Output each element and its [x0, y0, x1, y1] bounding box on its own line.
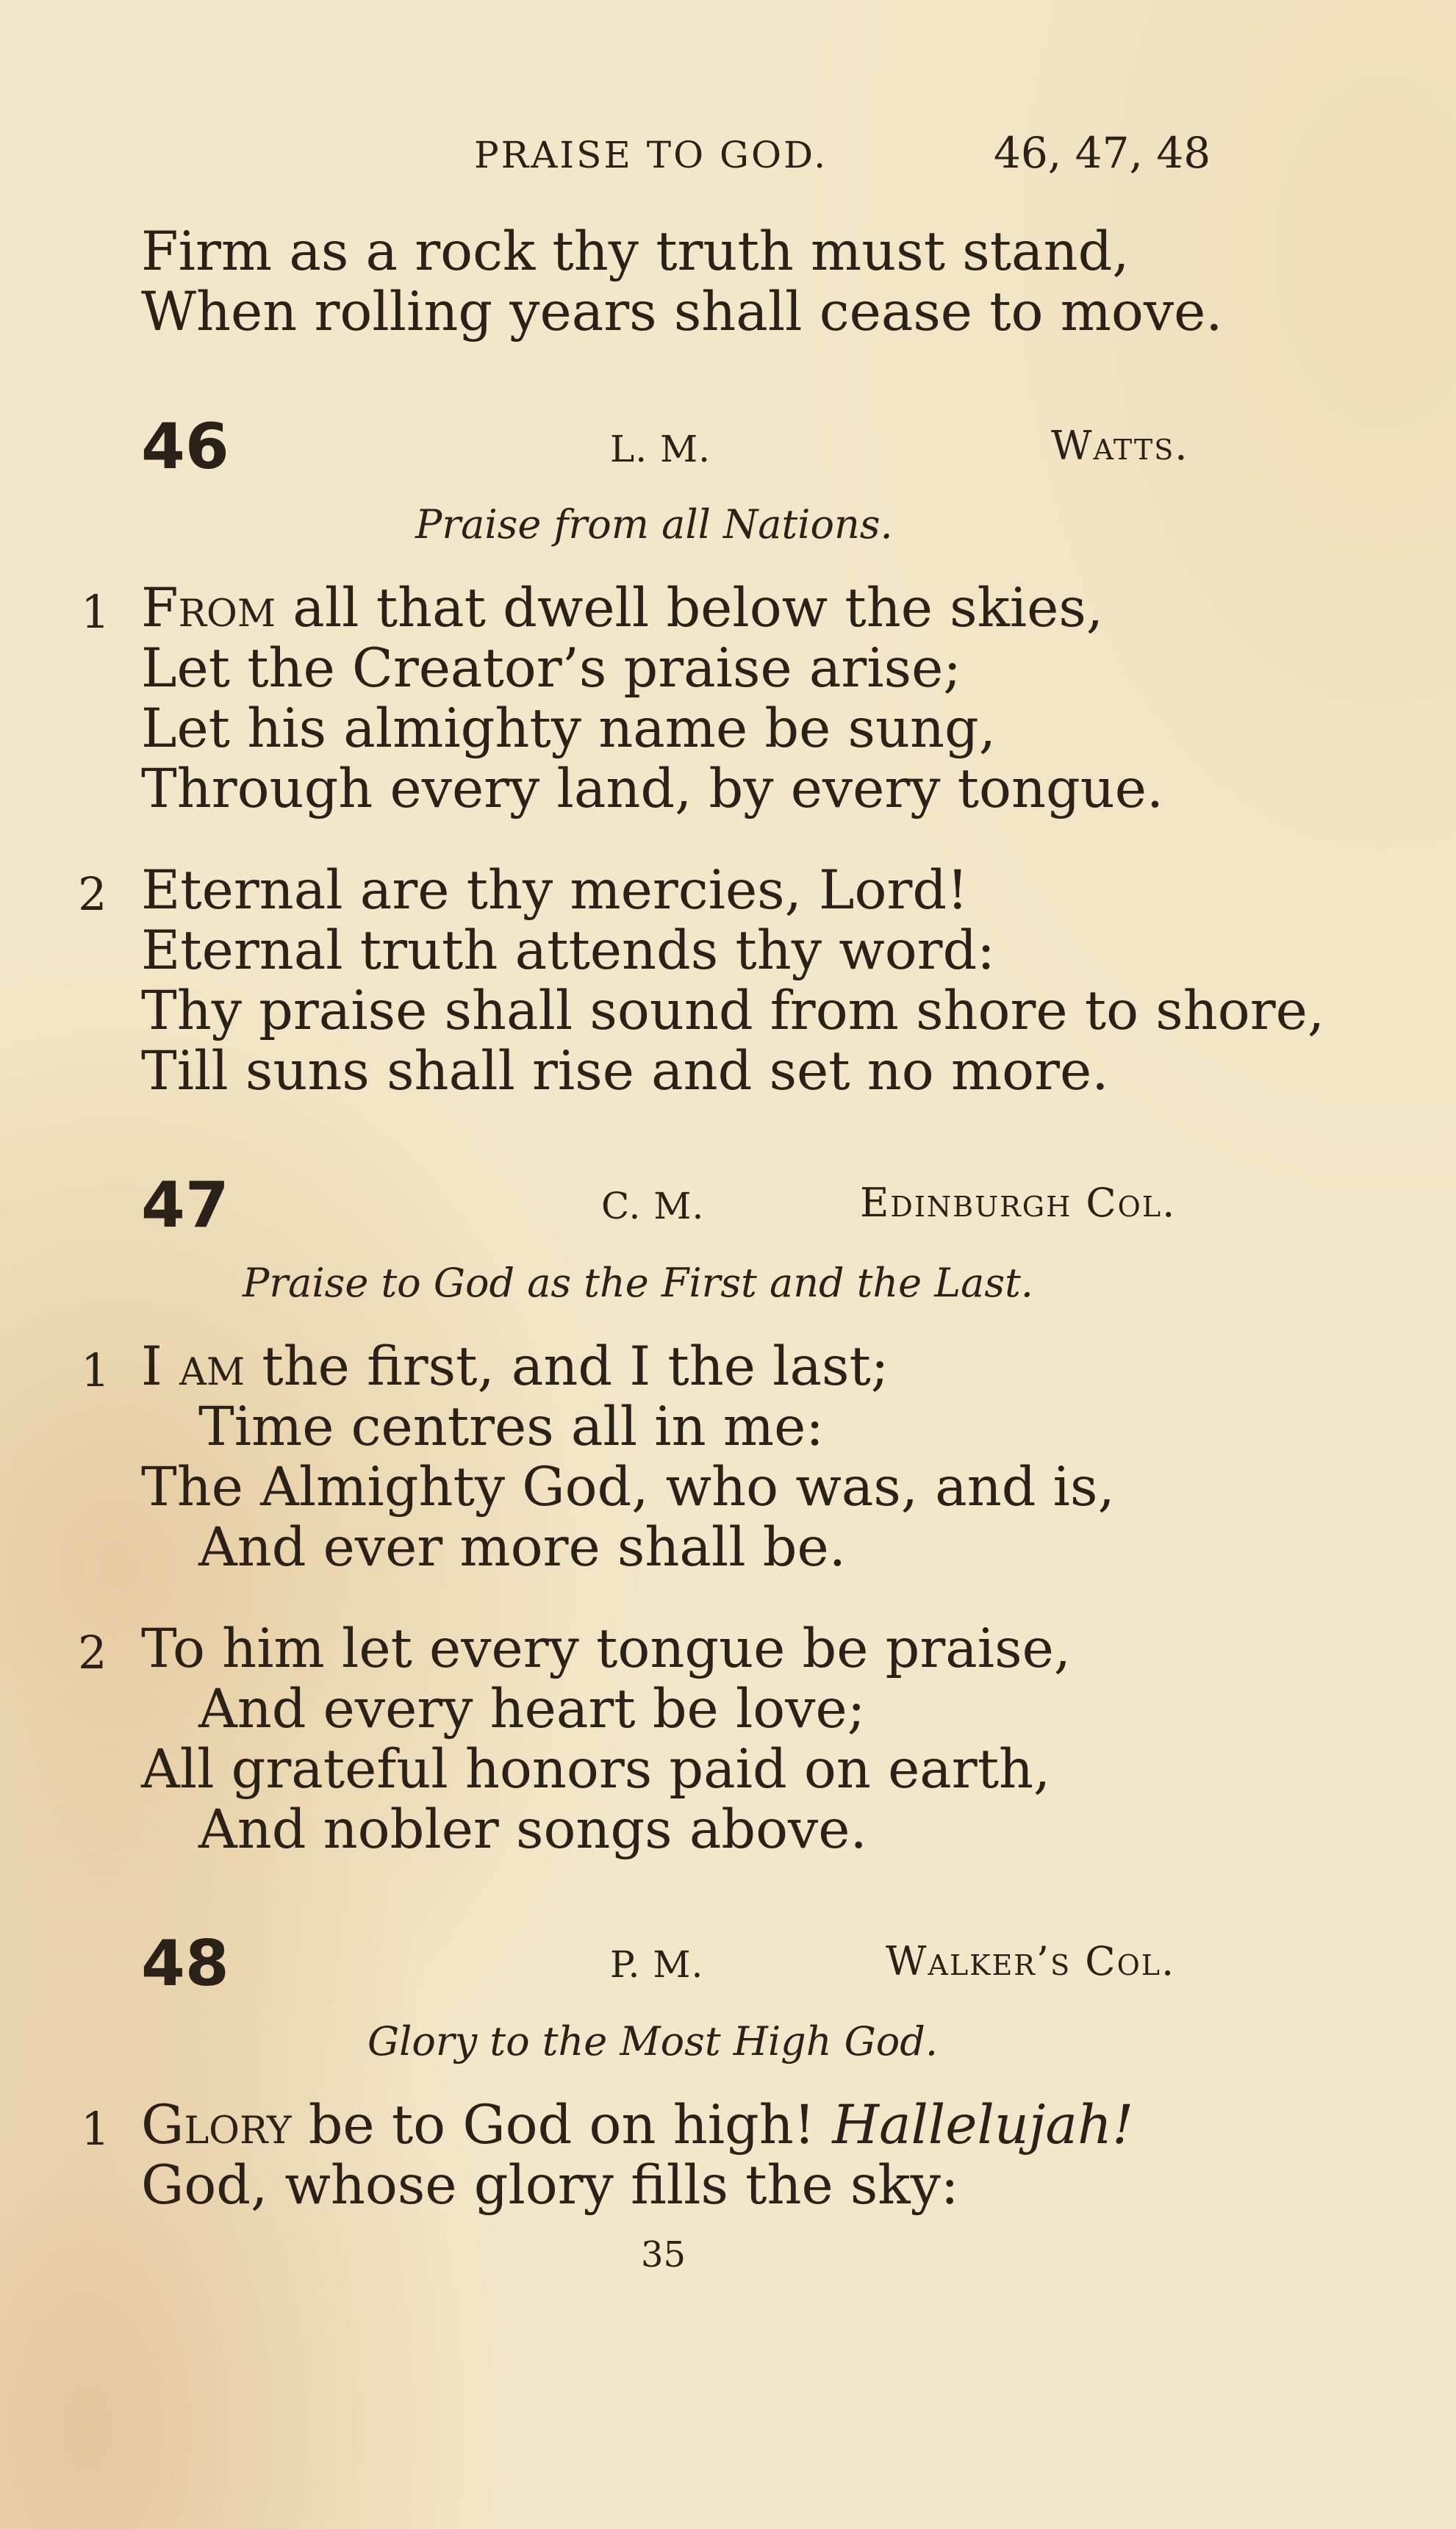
hymn-meter: P. M. — [610, 1943, 704, 1986]
verse-line: Thy praise shall sound from shore to shore, — [141, 980, 1325, 1042]
stanza — [141, 2095, 1133, 2216]
hymn-author: Edinburgh Col. — [860, 1180, 1177, 1226]
hymn-number: 46 — [141, 410, 229, 484]
stanza — [141, 578, 1163, 819]
stanza-number: 1 — [81, 585, 110, 639]
hymn-number: 47 — [141, 1169, 229, 1242]
hymn-author: Watts. — [1051, 423, 1189, 469]
stanza — [141, 1619, 1071, 1860]
hymn-subtitle: Glory to the Most High God. — [367, 2018, 939, 2065]
hymn-meter: L. M. — [610, 428, 711, 470]
first-line-rest: be to God on high! — [291, 2094, 833, 2156]
verse-line: The Almighty God, who was, and is, — [141, 1456, 1115, 1518]
verse-line: And ever more shall be. — [198, 1516, 846, 1579]
verse-line: Let his almighty name be sung, — [141, 697, 996, 760]
verse-line: When rolling years shall cease to move. — [141, 281, 1223, 343]
stanza-number: 1 — [81, 1344, 110, 1397]
hymn-meter: C. M. — [601, 1185, 705, 1227]
stanza — [141, 1337, 1115, 1578]
first-line-rest: the first, and I the last; — [245, 1335, 889, 1398]
page-number: 35 — [641, 2234, 686, 2275]
running-header-title: PRAISE TO GOD. — [474, 134, 828, 176]
verse-line: God, whose glory fills the sky: — [141, 2154, 959, 2217]
verse-line: Let the Creator’s praise arise; — [141, 637, 961, 700]
first-line-rest: all that dwell below the skies, — [276, 577, 1104, 639]
stanza-number: 2 — [78, 867, 107, 921]
verse-line: To him let every tongue be praise, — [141, 1618, 1071, 1680]
stanza — [141, 861, 1324, 1102]
stanza-number: 1 — [81, 2102, 110, 2156]
first-word-caps: Glory — [141, 2094, 292, 2156]
verse-line: Till suns shall rise and set no more. — [141, 1040, 1109, 1102]
stanza-number: 2 — [78, 1626, 107, 1679]
verse-line: Firm as a rock thy truth must stand, — [141, 220, 1130, 283]
hymn-subtitle: Praise from all Nations. — [415, 501, 893, 548]
first-word-caps: am — [179, 1335, 245, 1398]
verse-line — [141, 2095, 1133, 2156]
hymn-number: 48 — [141, 1927, 229, 2001]
intro-verse-block — [141, 222, 1223, 342]
verse-line: Through every land, by every tongue. — [141, 758, 1164, 820]
verse-line: All grateful honors paid on earth, — [141, 1738, 1051, 1801]
verse-line: And every heart be love; — [198, 1678, 866, 1740]
first-word: I — [141, 1335, 180, 1398]
hymn-author: Walker’s Col. — [886, 1938, 1176, 1984]
verse-line — [141, 578, 1163, 639]
verse-line — [141, 1337, 1115, 1397]
running-header-hymn-numbers: 46, 47, 48 — [994, 128, 1211, 178]
hallelujah-italic: Hallelujah! — [832, 2094, 1134, 2156]
verse-line: And nobler songs above. — [198, 1798, 867, 1861]
verse-line: Eternal truth attends thy word: — [141, 919, 995, 982]
verse-line: Time centres all in me: — [198, 1396, 824, 1458]
hymn-subtitle: Praise to God as the First and the Last. — [243, 1260, 1033, 1306]
first-word-caps: From — [141, 577, 276, 639]
verse-line: Eternal are thy mercies, Lord! — [141, 859, 969, 922]
